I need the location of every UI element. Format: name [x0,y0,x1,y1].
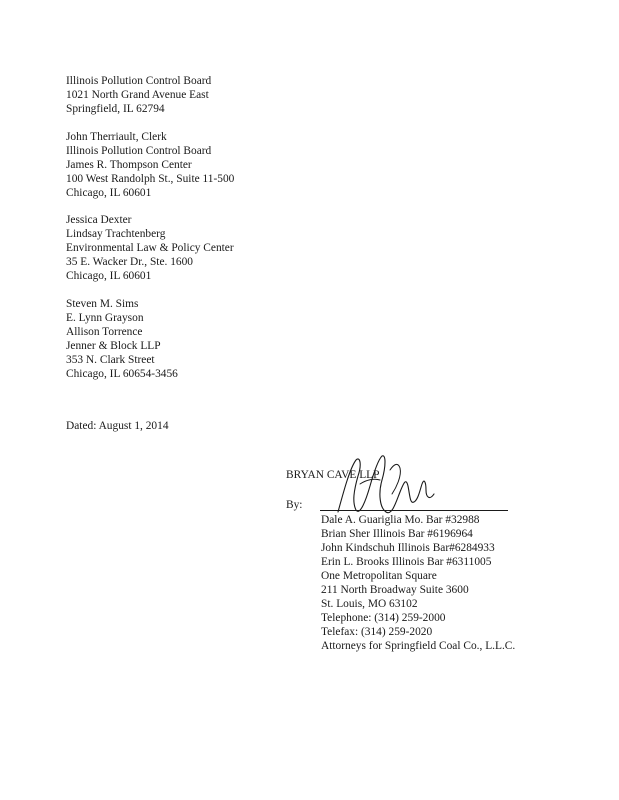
address-line: 1021 North Grand Avenue East [66,89,209,101]
address-line: John Therriault, Clerk [66,131,167,143]
address-line: Environmental Law & Policy Center [66,242,234,254]
signatory-line: Telefax: (314) 259-2020 [321,626,433,638]
address-line: Lindsay Trachtenberg [66,228,166,240]
signatory-line: John Kindschuh Illinois Bar#6284933 [321,542,495,554]
signatory-line: Erin L. Brooks Illinois Bar #6311005 [321,556,492,568]
address-line: 100 West Randolph St., Suite 11-500 [66,173,235,185]
service-address-clerk [66,130,234,200]
address-line: 353 N. Clark Street [66,354,155,366]
signatory-line: St. Louis, MO 63102 [321,598,418,610]
signatory-line: One Metropolitan Square [321,570,437,582]
signatory-block [321,513,515,653]
signatory-line: Attorneys for Springfield Coal Co., L.L.C. [321,640,516,652]
address-line: 35 E. Wacker Dr., Ste. 1600 [66,256,193,268]
signatory-line: Telephone: (314) 259-2000 [321,612,446,624]
address-line: Chicago, IL 60601 [66,270,152,282]
address-line: Jenner & Block LLP [66,340,161,352]
signatory-line: 211 North Broadway Suite 3600 [321,584,469,596]
address-line: E. Lynn Grayson [66,312,144,324]
service-address-jenner [66,297,178,381]
address-line: Jessica Dexter [66,214,132,226]
signatory-line: Dale A. Guariglia Mo. Bar #32988 [321,514,480,526]
address-line: Chicago, IL 60601 [66,187,152,199]
signatory-line: Brian Sher Illinois Bar #6196964 [321,528,473,540]
address-line: Springfield, IL 62794 [66,103,165,115]
by-label: By: [286,499,303,511]
address-line: Chicago, IL 60654-3456 [66,368,178,380]
service-address-ipcb [66,74,211,116]
address-line: Allison Torrence [66,326,143,338]
service-address-elpc [66,213,234,283]
address-line: Illinois Pollution Control Board [66,145,212,157]
dated-line: Dated: August 1, 2014 [66,420,169,432]
address-line: Steven M. Sims [66,298,139,310]
address-line: Illinois Pollution Control Board [66,75,212,87]
firm-name: BRYAN CAVE LLP [286,469,380,481]
address-line: James R. Thompson Center [66,159,192,171]
